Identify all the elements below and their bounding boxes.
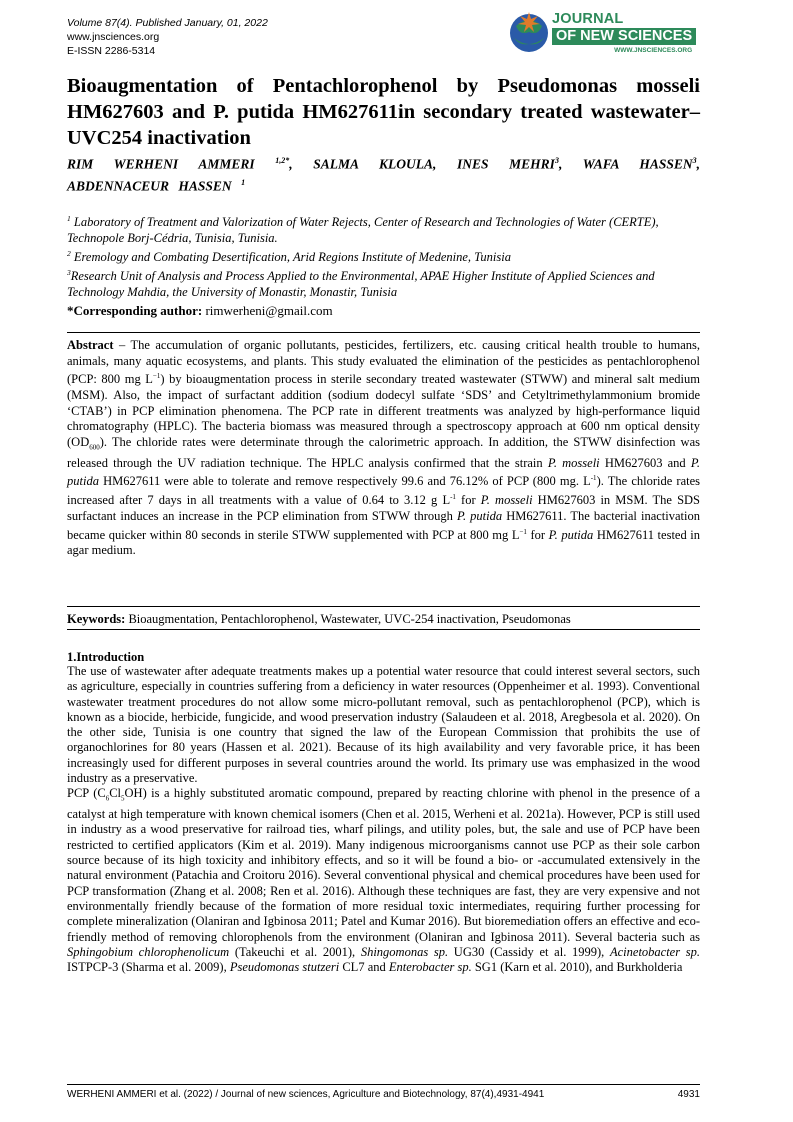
logo-line-2: OF NEW SCIENCES bbox=[552, 28, 696, 45]
issn-line: E-ISSN 2286-5314 bbox=[67, 45, 156, 57]
affiliations bbox=[67, 211, 700, 300]
author-name: RIM WERHENI AMMERI bbox=[67, 156, 255, 172]
logo-wordmark bbox=[552, 12, 696, 55]
abstract-text: for bbox=[526, 527, 549, 542]
author-name: ABDENNACEUR HASSEN bbox=[67, 178, 232, 193]
abstract-text: ) by bioaugmentation process in sterile secondary treated wastewater (STWW) and mineral salt medium (MSM). Also, the impact of surfactant addition (sodium dodecyl sulfate ‘SDS’ and Cetyltrimethylammonium bromide ‘CTAB’) in PCP elimination phenomena. The PCP rate in different treatments was analyzed by high-performance liquid chromatography (HPLC). The bacteria biomass was measured through a spectroscopy approach at 600 nm optical density (OD bbox=[67, 372, 700, 449]
logo-url: WWW.JNSCIENCES.ORG bbox=[614, 47, 693, 54]
paragraph-text: PCP (C bbox=[67, 786, 106, 801]
species-name: P. mosseli bbox=[547, 455, 600, 470]
abstract-text: HM627611. The bacterial inactivation became quicker within 80 seconds in sterile STWW supplemented with PCP at 800 mg L bbox=[67, 508, 700, 542]
paper-title: Bioaugmentation of Pentachlorophenol by Pseudomonas mosseli HM627603 and P. putida HM627611in secondary treated wastewater–UVC254 inactivation bbox=[67, 75, 700, 149]
species-name: P. putida bbox=[67, 455, 701, 489]
formula-sub: 5 bbox=[121, 794, 125, 803]
species-name: P. putida bbox=[456, 508, 503, 523]
author-name: WAFA HASSEN bbox=[582, 156, 693, 172]
paragraph-text: Cl bbox=[109, 786, 122, 801]
author-sup: 1,2* bbox=[275, 156, 290, 165]
paragraph: The use of wastewater after adequate treatments makes up a potential water resource that could interest several sectors, such as agriculture, especially in countries suffering from a deficiency in water resources (Oppenheimer et al. 1993). Conventional wastewater treatment procedures do not allow some micro-pollutant removal, such as pentachlorophenol (PCP), which is known as a biocide, herbicide, fungicide, and wood preservation industry (Salaudeen et al. 2018, Aregbesola et al. 2020). On the other side, Tunisia is one country that signed the law of the European Commission that prohibits the use of organochlorines for 80 years (Hassen et al. 2021). Because of its high availability and very favorable price, it has been increasingly used for different purposes in several countries around the world. Its primary use was emphasized in the wood industry as a preservative. bbox=[67, 664, 700, 786]
abstract-text: for bbox=[455, 493, 481, 508]
abstract-text: The accumulation of organic pollutants, pesticides, fertilizers, etc. causing critical health trouble to humans, animals, many aquatic ecosystems, and plants. This study evaluated the elimination of the pesticides as pentachlorophenol (PCP: 800 mg L bbox=[67, 338, 700, 387]
author-sup: 1 bbox=[241, 177, 246, 187]
keywords-label: Keywords: bbox=[67, 612, 126, 626]
species-name: Enterobacter sp. bbox=[388, 960, 472, 975]
species-name: Shingomonas sp. bbox=[360, 944, 449, 959]
paragraph-text: (Takeuchi et al. 2001), bbox=[229, 944, 361, 959]
website-link[interactable]: www.jnsciences.org bbox=[67, 31, 160, 43]
abstract-label: Abstract bbox=[67, 338, 114, 352]
paragraph-text: SG1 (Karn et al. 2010), and Burkholderia bbox=[471, 960, 683, 975]
abstract-sup: -1 bbox=[590, 474, 597, 483]
journal-logo bbox=[508, 10, 708, 60]
paragraph-text: OH) is a highly substituted aromatic compound, prepared by reacting chlorine with phenol in the presence of a catalyst at high temperature with known chemical isomers (Chen et al. 2015, Werheni et al. 2021a). However, PCP is still used in industry as a wood preservative for railroad ties, wharf pilings, and utility poles, but, the sale and use of PCP have been restricted to certified applicators (Kim et al. 2019). Many indigenous microorganisms cannot use PCP as their sole carbon source because of its high toxicity and inhibitory effects, and so it will be found a bio- or -accumulated extensively in the natural environment (Patachia and Croitoru 2016). Several conventional physical and chemical procedures have been used for PCP transformation (Zhang et al. 2008; Ren et al. 2016). Although these techniques are fast, they are very expensive and not environmentally friendly because of the formation of more residual toxic intermediates, requiring further processing for complete mineralization (Olaniran and Igbinosa 2011; Patel and Kumar 2016). But bioremediation offers an effective and eco-friendly method of removing chlorophenols from the environment (Olaniran and Igbinosa 2011). Several bacteria such as bbox=[67, 786, 701, 944]
logo-line-1: JOURNAL bbox=[552, 11, 624, 27]
species-name: Sphingobium chlorophenolicum bbox=[67, 944, 230, 959]
affiliation-sup: 2 bbox=[67, 249, 71, 259]
volume-line: Volume 87(4). Published January, 01, 2022 bbox=[67, 17, 268, 29]
logo-globe-icon bbox=[508, 10, 550, 56]
affiliation-sup: 1 bbox=[67, 214, 71, 223]
page-footer bbox=[67, 1088, 700, 1101]
paragraph bbox=[67, 786, 700, 975]
abstract-top-rule bbox=[67, 332, 700, 333]
corresponding-author bbox=[67, 303, 333, 319]
journal-meta bbox=[67, 16, 268, 58]
keywords bbox=[67, 611, 700, 627]
abstract-sup: −1 bbox=[152, 372, 161, 381]
author-sup: 3 bbox=[554, 156, 559, 165]
author-name: INES MEHRI bbox=[457, 156, 555, 172]
keywords-text: Bioaugmentation, Pentachlorophenol, Wastewater, UVC-254 inactivation, Pseudomonas bbox=[125, 612, 571, 626]
keywords-top-rule bbox=[67, 606, 700, 607]
affiliation-text: Laboratory of Treatment and Valorization of Water Rejects, Center of Research and Technologies of Water (CERTE), Technopole Borj-Cédria, Tunisia, Tunisia. bbox=[67, 215, 659, 246]
keywords-bottom-rule bbox=[67, 629, 700, 630]
abstract-text: HM627603 in MSM. The SDS surfactant induces an increase in the PCP elimination from STWW through bbox=[67, 493, 701, 523]
page-number: 4931 bbox=[677, 1089, 700, 1100]
abstract-text: HM627611 tested in agar medium. bbox=[67, 527, 700, 558]
section-heading: 1.Introduction bbox=[67, 650, 145, 664]
author-sup: 3 bbox=[692, 156, 697, 165]
abstract-dash: – bbox=[113, 338, 131, 352]
species-name: Pseudomonas stutzeri bbox=[229, 960, 340, 975]
abstract-text: HM627611 were able to tolerate and remove respectively 99.6 and 76.12% of PCP (800 mg. L bbox=[98, 474, 591, 489]
species-name: P. putida bbox=[548, 527, 594, 542]
abstract-sup: −1 bbox=[519, 527, 527, 536]
affiliation-item bbox=[67, 211, 700, 246]
footer-rule bbox=[67, 1084, 700, 1085]
corresponding-label: *Corresponding author: bbox=[67, 303, 203, 318]
affiliation-text: Research Unit of Analysis and Process Applied to the Environmental, APAE Higher Institute of Applied Sciences and Technology Mahdia, the University of Monastir, Monastir, Tunisia bbox=[67, 269, 655, 300]
abstract-sup: -1 bbox=[450, 493, 456, 502]
affiliation-text: Eremology and Combating Desertification, Arid Regions Institute of Medenine, Tunisia bbox=[73, 250, 511, 265]
paragraph-text: CL7 and bbox=[339, 960, 389, 975]
author-list: RIM WERHENI AMMERI $^{1,2*}$, SALMA KLOULA, INES MEHRI$^3$, WAFA HASSEN$^3$, ABDENNACEUR HASSEN $^1$ bbox=[67, 156, 701, 193]
formula-sub: 6 bbox=[105, 794, 110, 803]
paragraph-text: UG30 (Cassidy et al. 1999), bbox=[448, 944, 610, 959]
footer-citation: WERHENI AMMERI et al. (2022) / Journal of new sciences, Agriculture and Biotechnology, 87(4),4931-4941 bbox=[67, 1089, 545, 1100]
abstract-text: HM627603 and bbox=[599, 455, 691, 470]
species-name: P. mosseli bbox=[480, 493, 533, 508]
species-name: Acinetobacter sp. bbox=[609, 944, 701, 959]
abstract bbox=[67, 338, 700, 559]
introduction-body bbox=[67, 664, 700, 975]
abstract-text: ). The chloride rates were determinate through the calorimetric approach. In addition, the STWW disinfection was released through the UV radiation technique. The HPLC analysis confirmed that the strain bbox=[67, 434, 700, 470]
abstract-sub: 600 bbox=[89, 443, 100, 452]
author-name: SALMA KLOULA bbox=[313, 156, 433, 172]
paragraph-text: ISTPCP-3 (Sharma et al. 2009), bbox=[67, 960, 230, 975]
affiliation-item bbox=[67, 246, 700, 265]
affiliation-item bbox=[67, 265, 700, 300]
affiliation-sup: 3 bbox=[67, 268, 71, 278]
corresponding-email[interactable]: rimwerheni@gmail.com bbox=[205, 303, 333, 318]
abstract-text: ). The chloride rates increased after 7 days in all treatments with a value of 0.64 to 3.12 g L bbox=[67, 474, 700, 508]
